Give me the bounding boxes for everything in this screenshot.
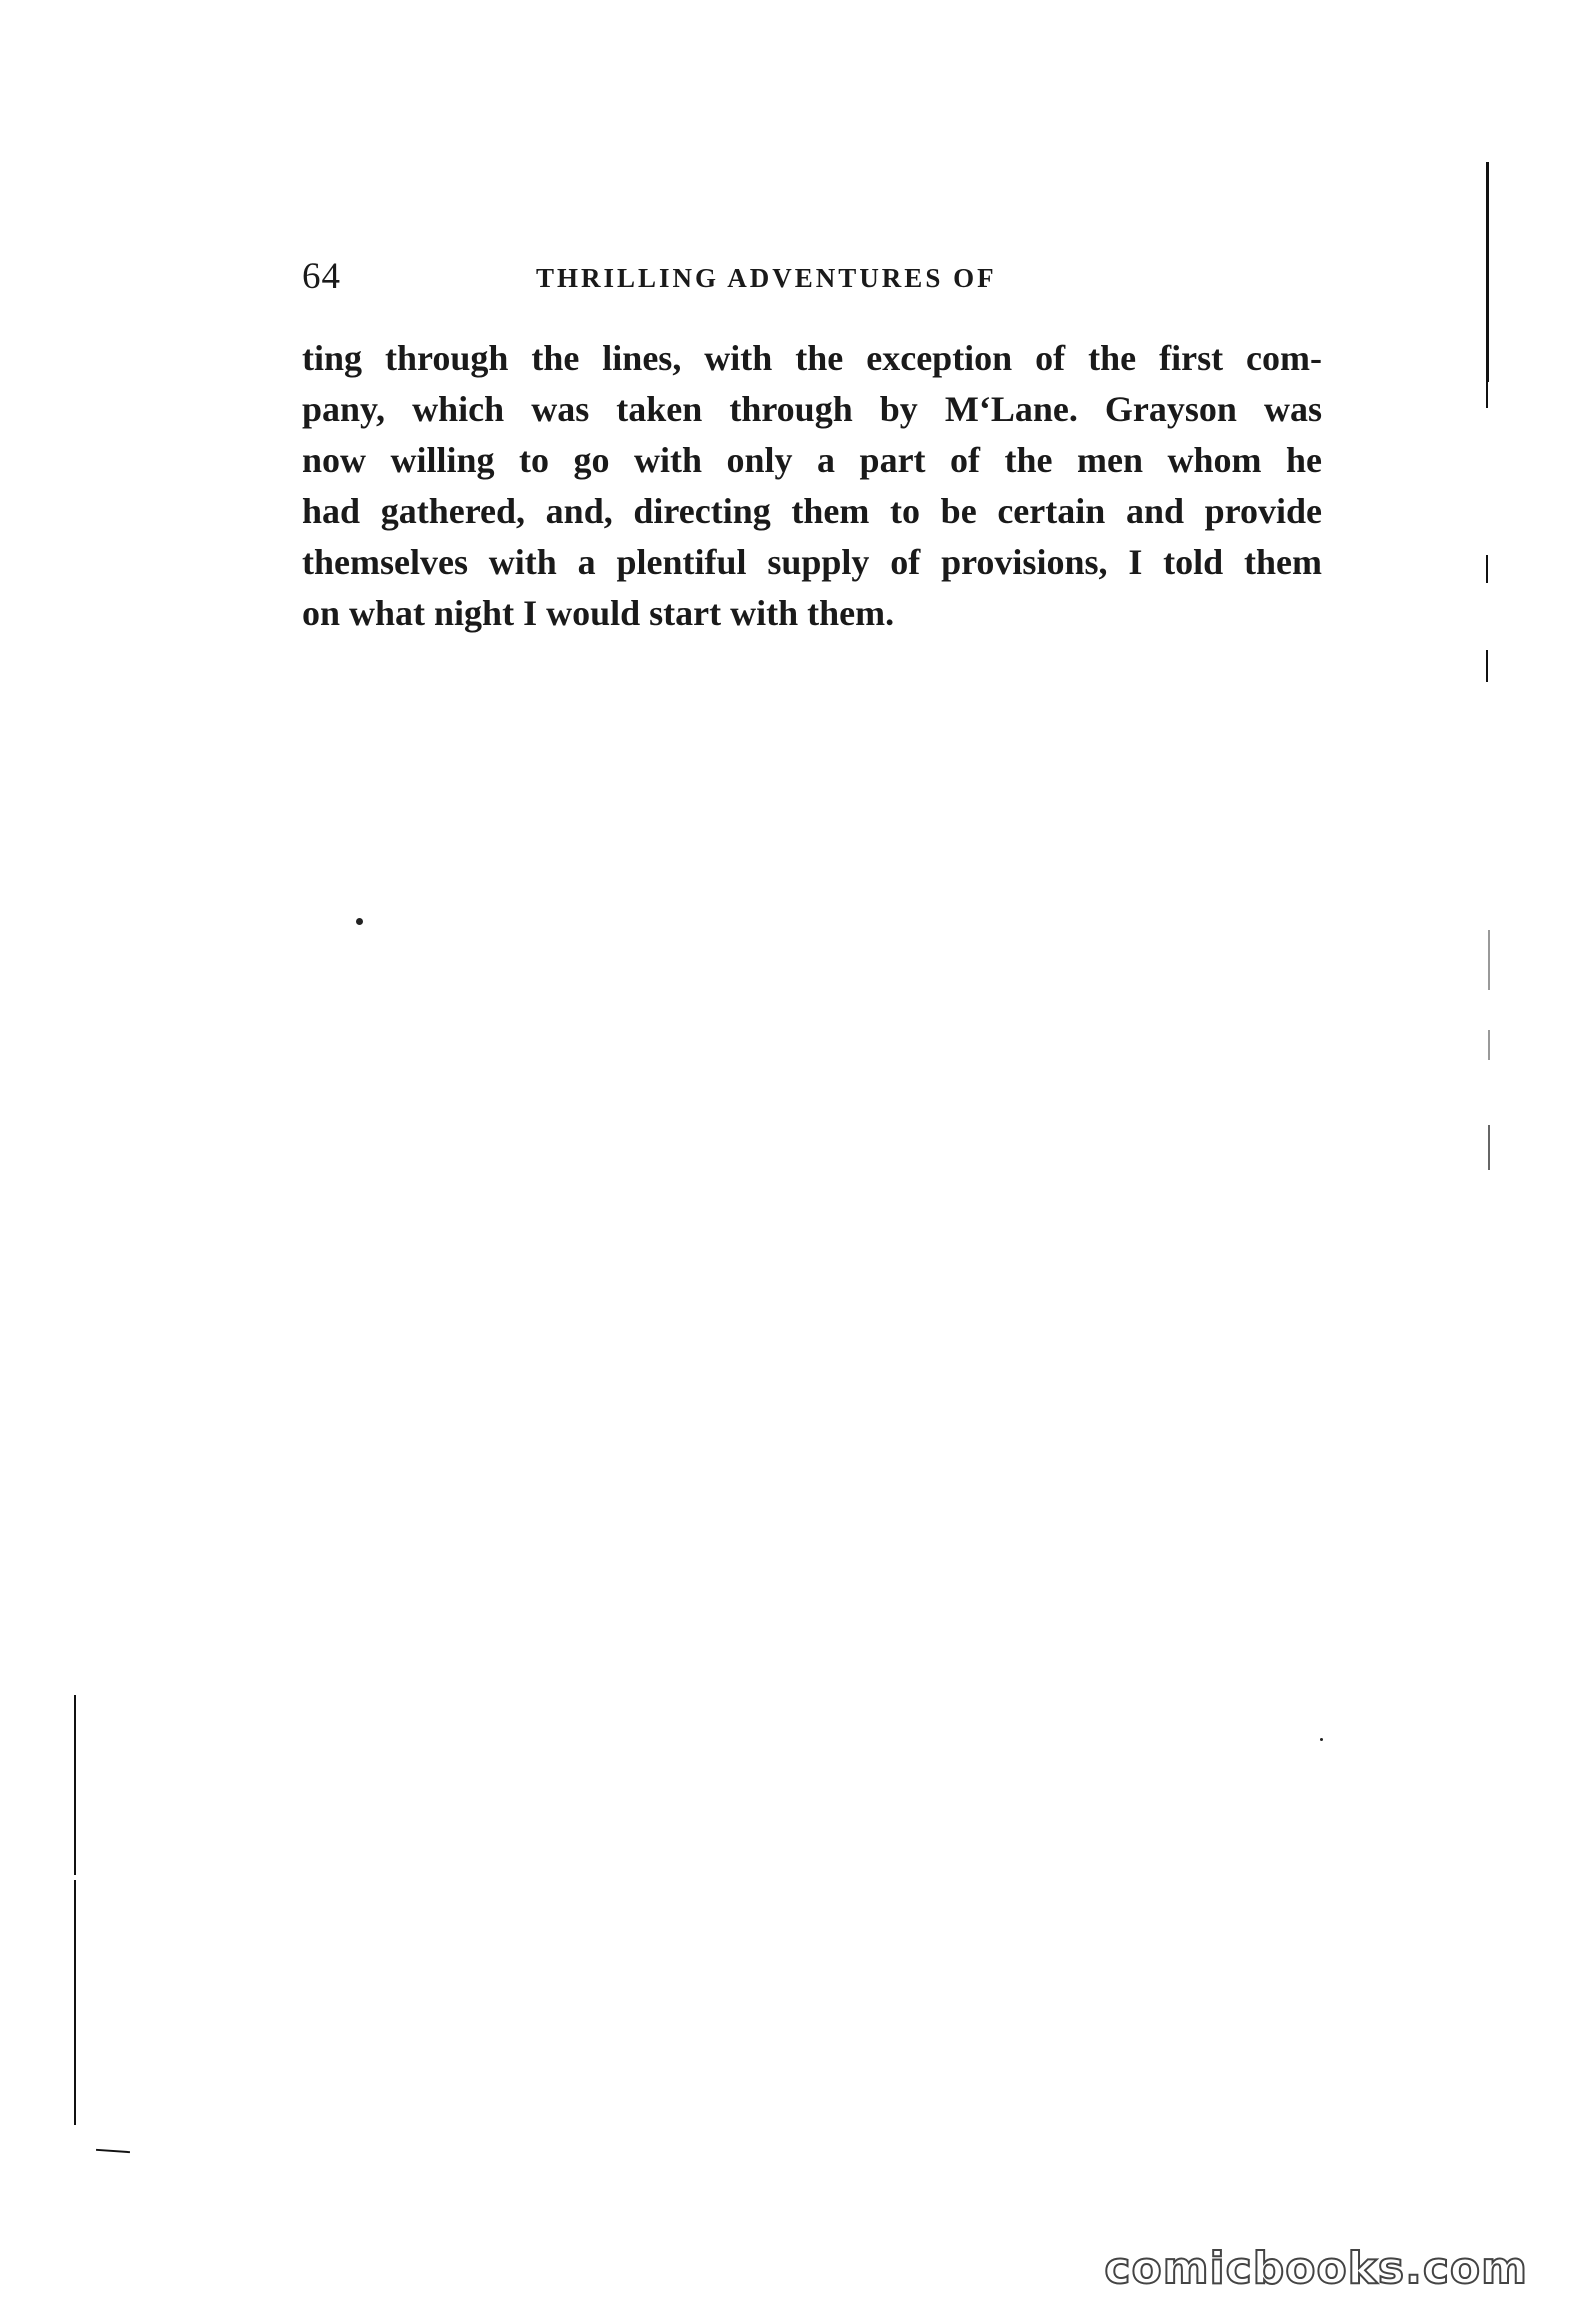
- text-line: themselves with a plentiful supply of provisions, I told them: [302, 542, 1322, 582]
- scan-edge-line-right: [1488, 930, 1490, 990]
- text-line: pany, which was taken through by M‘Lane. Grayson was: [302, 389, 1322, 429]
- body-paragraph: [302, 333, 1322, 639]
- scan-edge-mark: [96, 2149, 130, 2153]
- scan-edge-line-right: [1486, 368, 1488, 408]
- running-head: [302, 255, 1322, 305]
- scan-edge-line-left: [74, 1695, 76, 1875]
- text-line: now willing to go with only a part of the men whom he: [302, 440, 1322, 480]
- text-line: ting through the lines, with the exception of the first com-: [302, 338, 1322, 378]
- ink-speck: [1320, 1738, 1323, 1741]
- text-line: on what night I would start with them.: [302, 593, 895, 633]
- running-title: THRILLING ADVENTURES OF: [536, 263, 997, 293]
- scan-edge-line-right: [1486, 162, 1489, 382]
- scan-edge-line-right: [1486, 650, 1488, 682]
- ink-speck: [356, 918, 363, 925]
- text-line: had gathered, and, directing them to be certain and provide: [302, 491, 1322, 531]
- scan-edge-line-right: [1486, 555, 1488, 583]
- scan-edge-line-right: [1488, 1030, 1490, 1060]
- scan-edge-line-right: [1488, 1125, 1490, 1170]
- page-number: 64: [302, 256, 341, 297]
- scan-edge-line-left: [74, 1880, 76, 2125]
- watermark: comicbooks.com: [1104, 2243, 1528, 2294]
